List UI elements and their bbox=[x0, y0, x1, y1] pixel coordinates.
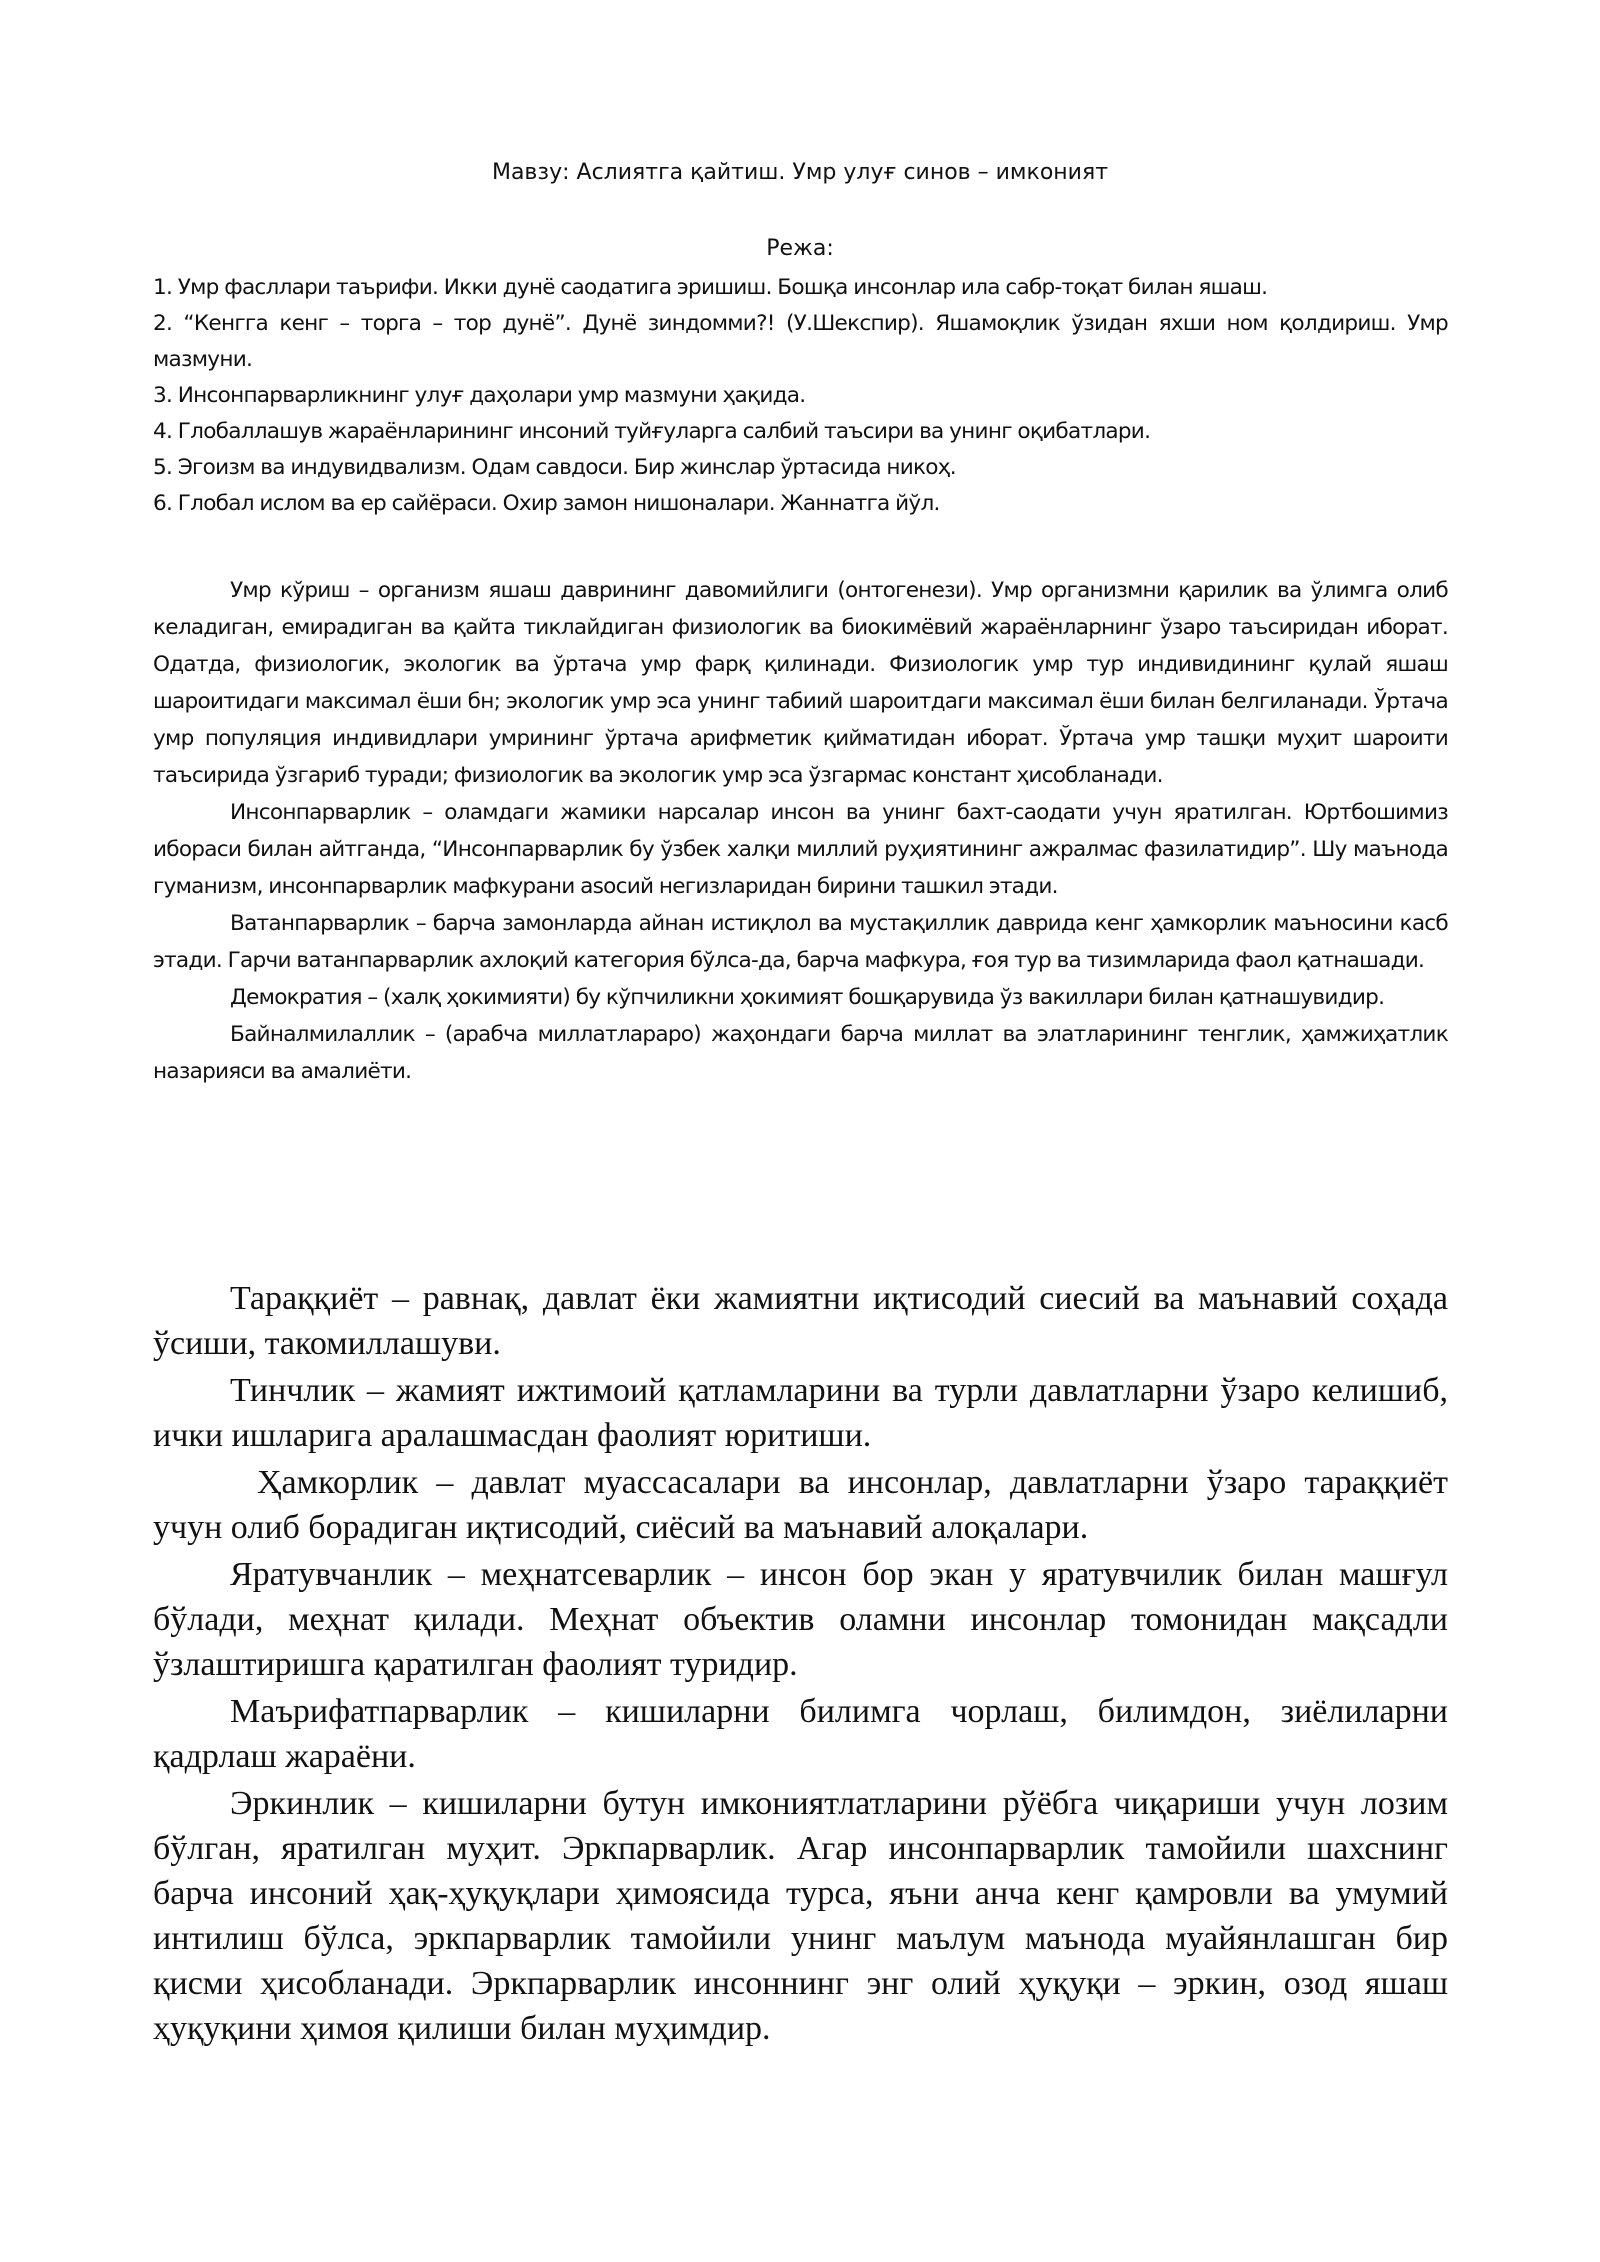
plan-item: 5. Эгоизм ва индувидвализм. Одам савдоси. Бир жинслар ўртасида никоҳ. bbox=[153, 455, 956, 480]
definition-paragraph: Умр кўриш – организм яшаш даврининг давомийлиги (онтогенези). Умр организмни қарилик ва ўлимга олиб келадиган, емирадиган ва қайта тиклайдиган физиологик ва биокимёвий жараёнларнинг ўзаро таъсиридан иборат. Одатда, физиологик, экологик ва ўртача умр фарқ қилинади. Физиологик умр тур индивидининг қулай яшаш шароитидаги максимал ёши бн; экологик умр эса унинг табиий шароитдаги максимал ёши билан белгиланади. Ўртача умр популяция индивидлари умрининг ўртача арифметик қийматидан иборат. Ўртача умр ташқи муҳит шароити таъсирида ўзгариб туради; физиологик ва экологик умр эса ўзгармас констант ҳисобланади. bbox=[153, 578, 1448, 788]
definition-paragraph: Демократия – (халқ ҳокимияти) бу кўпчиликни ҳокимият бошқарувида ўз вакиллари билан қатнашувидир. bbox=[230, 985, 1385, 1010]
plan-item: 1. Умр фасллари таърифи. Икки дунё саодатига эришиш. Бошқа инсонлар ила сабр-тоқат билан яшаш. bbox=[153, 275, 1268, 300]
body-paragraph: Яратувчанлик – меҳнатсеварлик – инсон бор экан у яратувчилик билан машғул бўлади, меҳнат қилади. Меҳнат объектив оламни инсонлар томонидан мақсадли ўзлаштиришга қаратилган фаолият туридир. bbox=[153, 1556, 1448, 1683]
body-paragraph: Тараққиёт – равнақ, давлат ёки жамиятни иқтисодий сиесий ва маънавий соҳада ўсиши, такомиллашуви. bbox=[153, 1280, 1448, 1362]
plan-item: 6. Глобал ислом ва ер сайёраси. Охир замон нишоналари. Жаннатга йўл. bbox=[153, 491, 940, 516]
plan-item: 4. Глобаллашув жараёнларининг инсоний туйғуларга салбий таъсири ва унинг оқибатлари. bbox=[153, 419, 1151, 444]
plan-list bbox=[153, 270, 1448, 522]
body-paragraph: Эркинлик – кишиларни бутун имкониятлатларини рўёбга чиқариши учун лозим бўлган, яратилган муҳит. Эркпарварлик. Агар инсонпарварлик тамойили шахснинг барча инсоний ҳақ-ҳуқуқлари ҳимоясида турса, яъни анча кенг қамровли ва умумий интилиш бўлса, эркпарварлик тамойили унинг маълум маънода муайянлашган бир қисми ҳисобланади. Эркпарварлик инсоннинг энг олий ҳуқуқи – эркин, озод яшаш ҳуқуқини ҳимоя қилиши билан муҳимдир. bbox=[153, 1785, 1448, 2047]
body-paragraph: Маърифатпарварлик – кишиларни билимга чорлаш, билимдон, зиёлиларни қадрлаш жараёни. bbox=[153, 1693, 1448, 1775]
body-section bbox=[153, 1276, 1448, 2053]
plan-item: 2. “Кенгга кенг – торга – тор дунё”. Дунё зиндомми?! (У.Шекспир). Яшамоқлик ўзидан яхши ном қолдириш. Умр мазмуни. bbox=[153, 311, 1448, 372]
definition-paragraph: Ватанпарварлик – барча замонларда айнан истиқлол ва мустақиллик даврида кенг ҳамкорлик маъносини касб этади. Гарчи ватанпарварлик ахлоқий категория бўлса-да, барча мафкура, ғоя тур ва тизимларида фаол қатнашади. bbox=[153, 911, 1448, 973]
document-title: Мавзу: Аслиятга қайтиш. Умр улуғ синов – имконият bbox=[491, 160, 1109, 185]
definition-paragraph: Инсонпарварлик – оламдаги жамики нарсалар инсон ва унинг бахт-саодати учун яратилган. Юртбошимиз ибораси билан айтганда, “Инсонпарварлик бу ўзбек халқи миллий руҳиятининг ажралмас фазилатидир”. Шу маънода гуманизм, инсонпарварлик мафкурани asосий негизларидан бирини ташкил этади. bbox=[153, 800, 1448, 899]
definition-paragraph: Байналмилаллик – (арабча миллатлараро) жаҳондаги барча миллат ва элатларининг тенглик, ҳамжиҳатлик назарияси ва амалиёти. bbox=[153, 1022, 1448, 1084]
body-paragraph: Тинчлик – жамият ижтимоий қатламларини ва турли давлатларни ўзаро келишиб, ички ишларига аралашмасдан фаолият юритиши. bbox=[153, 1372, 1448, 1454]
plan-heading: Режа: bbox=[766, 236, 834, 261]
body-paragraph: Ҳамкорлик – давлат муассасалари ва инсонлар, давлатларни ўзаро тараққиёт учун олиб борадиган иқтисодий, сиёсий ва маънавий алоқалари. bbox=[153, 1464, 1448, 1546]
definitions-section bbox=[153, 572, 1448, 1090]
plan-item: 3. Инсонпарварликнинг улуғ даҳолари умр мазмуни ҳақида. bbox=[153, 383, 806, 408]
